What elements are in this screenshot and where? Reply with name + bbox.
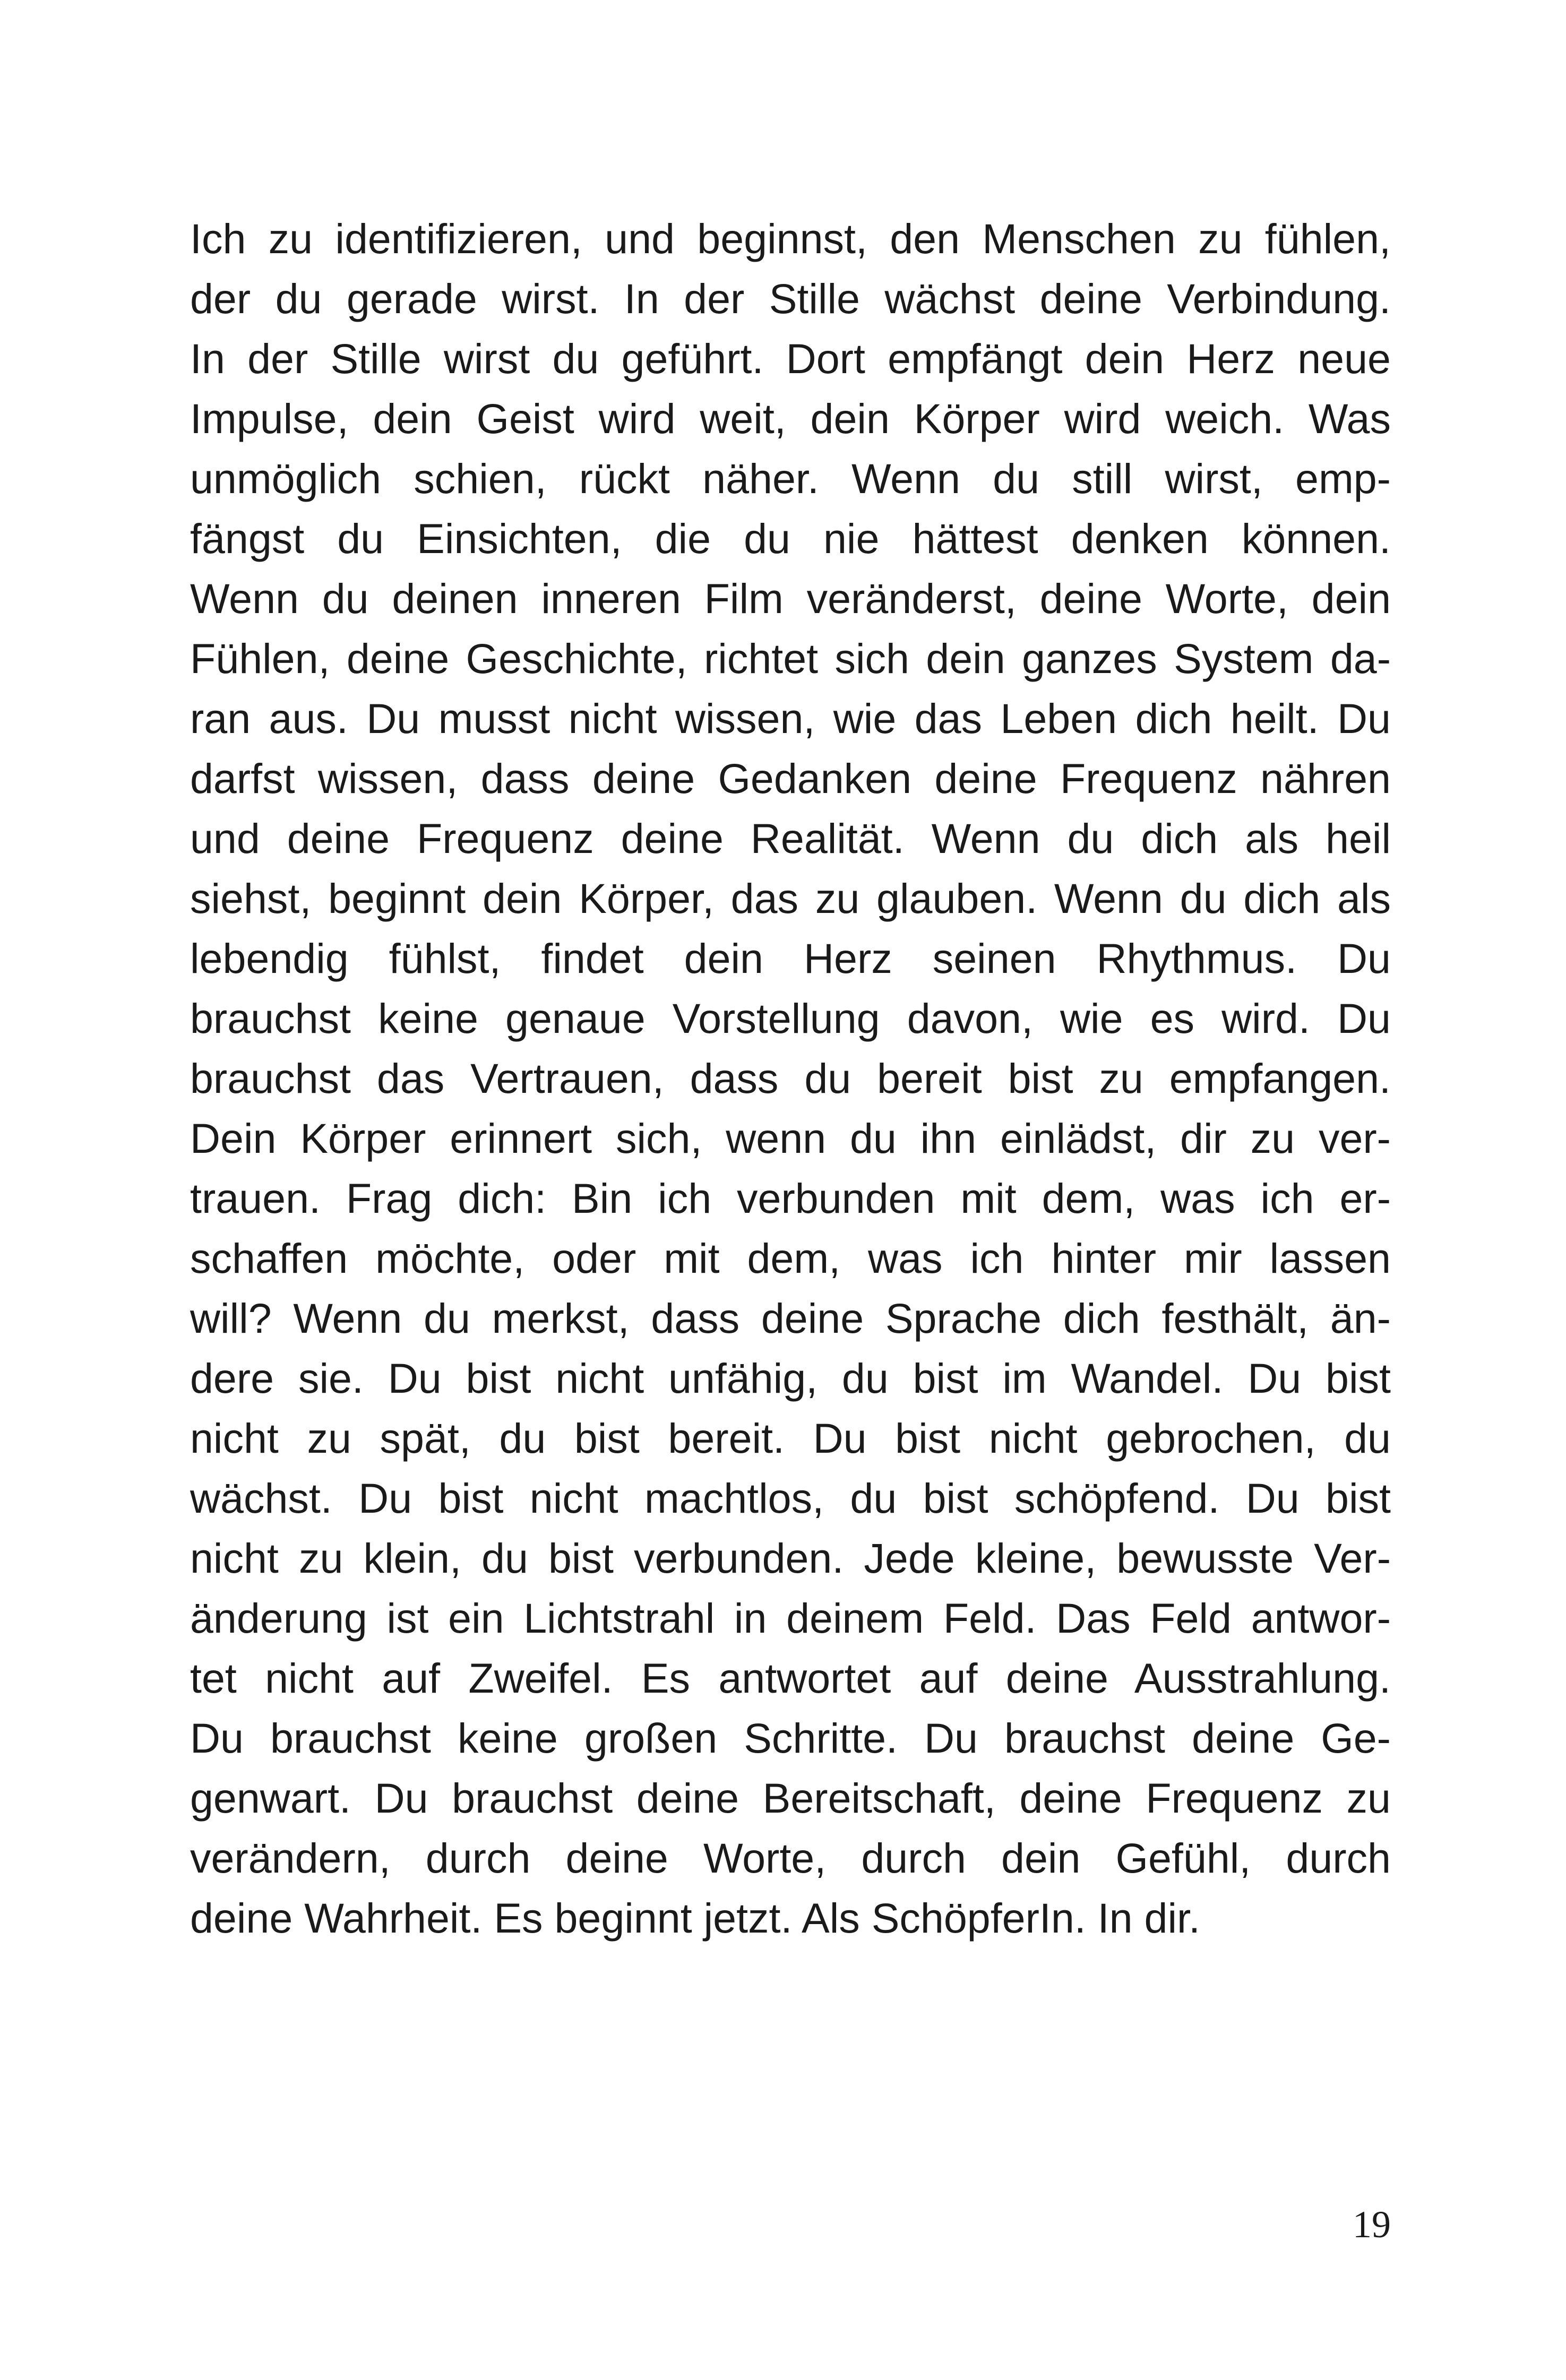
body-text <box>190 209 1391 1948</box>
text-line: siehst, beginnt dein Körper, das zu glauben. Wenn du dich als <box>190 875 1391 922</box>
text-line: änderung ist ein Lichtstrahl in deinem Feld. Das Feld antwor- <box>190 1594 1391 1642</box>
text-line: verändern, durch deine Worte, durch dein Gefühl, durch <box>190 1834 1391 1882</box>
text-line: Impulse, dein Geist wird weit, dein Körper wird weich. Was <box>190 395 1391 442</box>
text-line: ran aus. Du musst nicht wissen, wie das Leben dich heilt. Du <box>190 695 1391 742</box>
text-line: Dein Körper erinnert sich, wenn du ihn einlädst, dir zu ver- <box>190 1115 1391 1162</box>
text-line: darfst wissen, dass deine Gedanken deine Frequenz nähren <box>190 755 1391 802</box>
page-number: 19 <box>1353 2203 1391 2246</box>
text-line-last: deine Wahrheit. Es beginnt jetzt. Als SchöpferIn. In dir. <box>190 1894 1200 1942</box>
text-line: Fühlen, deine Geschichte, richtet sich dein ganzes System da- <box>190 635 1391 682</box>
text-line: unmöglich schien, rückt näher. Wenn du still wirst, emp- <box>190 455 1391 502</box>
text-line: und deine Frequenz deine Realität. Wenn du dich als heil <box>190 815 1391 862</box>
text-line: brauchst keine genaue Vorstellung davon, wie es wird. Du <box>190 995 1391 1042</box>
text-line: will? Wenn du merkst, dass deine Sprache dich festhält, än- <box>190 1295 1391 1342</box>
text-line: brauchst das Vertrauen, dass du bereit bist zu empfangen. <box>190 1055 1391 1102</box>
text-line: trauen. Frag dich: Bin ich verbunden mit dem, was ich er- <box>190 1175 1391 1222</box>
text-line: Du brauchst keine großen Schritte. Du brauchst deine Ge- <box>190 1714 1391 1762</box>
text-line: genwart. Du brauchst deine Bereitschaft, deine Frequenz zu <box>190 1774 1391 1822</box>
text-line: Ich zu identifizieren, und beginnst, den Menschen zu fühlen, <box>190 215 1391 262</box>
text-line: schaffen möchte, oder mit dem, was ich hinter mir lassen <box>190 1235 1391 1282</box>
text-line: nicht zu spät, du bist bereit. Du bist nicht gebrochen, du <box>190 1415 1391 1462</box>
text-line: nicht zu klein, du bist verbunden. Jede kleine, bewusste Ver- <box>190 1534 1391 1582</box>
text-line: wächst. Du bist nicht machtlos, du bist schöpfend. Du bist <box>190 1474 1391 1522</box>
text-line: fängst du Einsichten, die du nie hättest denken können. <box>190 515 1391 562</box>
text-line: der du gerade wirst. In der Stille wächst deine Verbindung. <box>190 275 1391 322</box>
text-line: In der Stille wirst du geführt. Dort empfängt dein Herz neue <box>190 335 1391 382</box>
text-line: dere sie. Du bist nicht unfähig, du bist im Wandel. Du bist <box>190 1355 1391 1402</box>
text-line: lebendig fühlst, findet dein Herz seinen Rhythmus. Du <box>190 935 1391 982</box>
text-line: tet nicht auf Zweifel. Es antwortet auf deine Ausstrahlung. <box>190 1654 1391 1702</box>
text-line: Wenn du deinen inneren Film veränderst, deine Worte, dein <box>190 575 1391 622</box>
